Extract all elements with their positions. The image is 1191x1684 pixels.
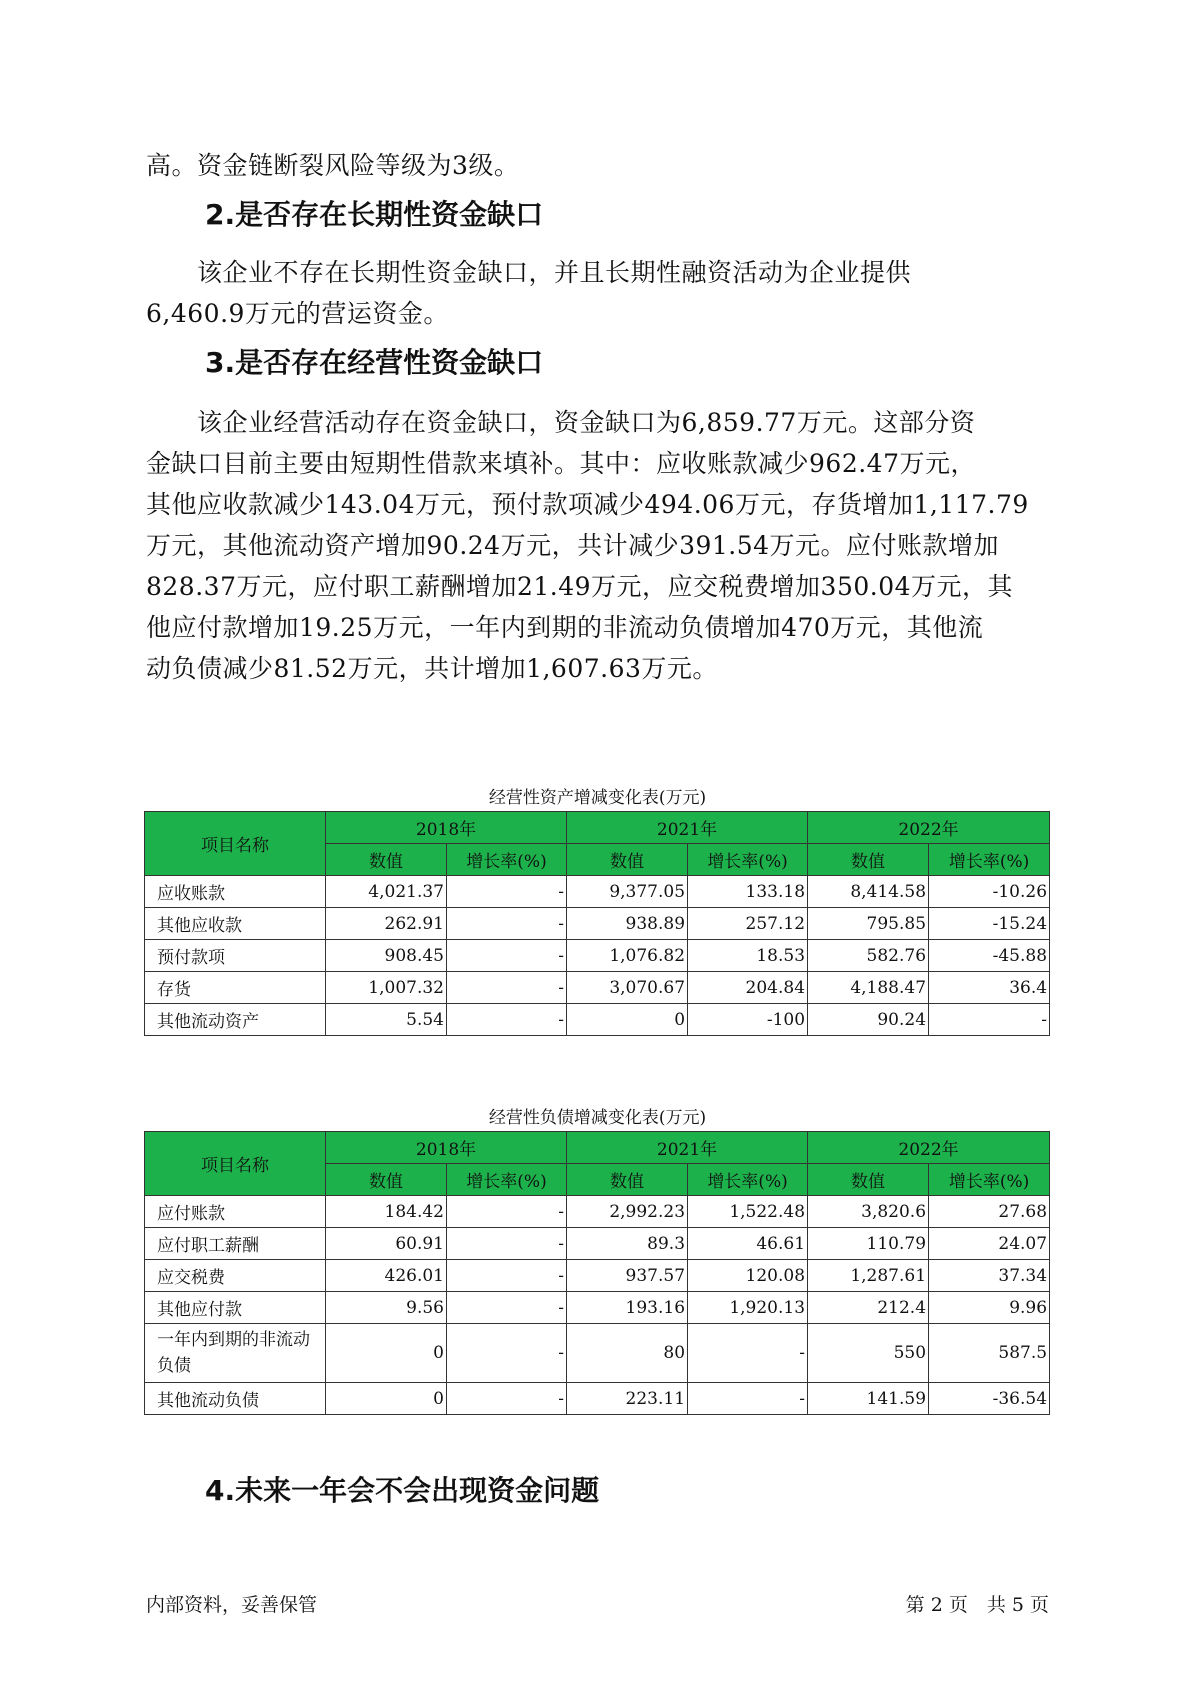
value-cell: - — [447, 1383, 567, 1415]
value-cell: - — [688, 1383, 808, 1415]
column-header-value: 数值 — [567, 1164, 688, 1196]
row-label-cell: 其他流动负债 — [145, 1383, 326, 1415]
value-cell: 9.96 — [929, 1292, 1050, 1324]
row-label-cell: 应交税费 — [145, 1260, 326, 1292]
value-cell: 938.89 — [567, 908, 688, 940]
column-header-value: 数值 — [808, 1164, 929, 1196]
row-label-cell: 其他应收款 — [145, 908, 326, 940]
column-header-value: 数值 — [567, 844, 688, 876]
value-cell: - — [447, 972, 567, 1004]
column-header-year: 2022年 — [808, 1132, 1050, 1164]
value-cell: 1,522.48 — [688, 1196, 808, 1228]
asset-table-body — [145, 876, 1050, 1036]
value-cell: - — [447, 1260, 567, 1292]
value-cell: 18.53 — [688, 940, 808, 972]
paragraph-line: 该企业不存在长期性资金缺口，并且长期性融资活动为企业提供 — [146, 258, 912, 287]
value-cell: 0 — [326, 1324, 447, 1383]
value-cell: 37.34 — [929, 1260, 1050, 1292]
paragraph-3 — [146, 402, 1046, 689]
value-cell: 1,920.13 — [688, 1292, 808, 1324]
value-cell: 1,007.32 — [326, 972, 447, 1004]
footer-page-number: 第 2 页 共 5 页 — [905, 1594, 1049, 1616]
value-cell: 46.61 — [688, 1228, 808, 1260]
value-cell: - — [447, 940, 567, 972]
column-header-growth: 增长率(%) — [447, 1164, 567, 1196]
paragraph-2 — [146, 252, 1046, 334]
table-row — [145, 1324, 1050, 1383]
row-label-cell: 其他流动资产 — [145, 1004, 326, 1036]
paragraph-line: 金缺口目前主要由短期性借款来填补。其中：应收账款减少962.47万元， — [146, 449, 976, 478]
liability-table-body — [145, 1196, 1050, 1415]
value-cell: 27.68 — [929, 1196, 1050, 1228]
value-cell: - — [447, 1228, 567, 1260]
column-header-growth: 增长率(%) — [688, 844, 808, 876]
value-cell: 120.08 — [688, 1260, 808, 1292]
value-cell: 141.59 — [808, 1383, 929, 1415]
value-cell: -10.26 — [929, 876, 1050, 908]
value-cell: 1,287.61 — [808, 1260, 929, 1292]
table-row — [145, 1196, 1050, 1228]
value-cell: 80 — [567, 1324, 688, 1383]
value-cell: 212.4 — [808, 1292, 929, 1324]
value-cell: 90.24 — [808, 1004, 929, 1036]
paragraph-line: 万元，其他流动资产增加90.24万元，共计减少391.54万元。应付账款增加 — [146, 531, 1000, 560]
table-row — [145, 1260, 1050, 1292]
value-cell: -36.54 — [929, 1383, 1050, 1415]
value-cell: -100 — [688, 1004, 808, 1036]
value-cell: 184.42 — [326, 1196, 447, 1228]
value-cell: -15.24 — [929, 908, 1050, 940]
column-header-growth: 增长率(%) — [929, 844, 1050, 876]
table-row — [145, 1383, 1050, 1415]
value-cell: 36.4 — [929, 972, 1050, 1004]
paragraph-line: 6,460.9万元的营运资金。 — [146, 299, 449, 328]
value-cell: 4,021.37 — [326, 876, 447, 908]
paragraph-line: 828.37万元，应付职工薪酬增加21.49万元，应交税费增加350.04万元，其 — [146, 572, 1014, 601]
column-header-value: 数值 — [326, 844, 447, 876]
value-cell: 587.5 — [929, 1324, 1050, 1383]
paragraph-line: 他应付款增加19.25万元，一年内到期的非流动负债增加470万元，其他流 — [146, 613, 984, 642]
asset-change-table — [144, 811, 1050, 1036]
column-header-year: 2022年 — [808, 812, 1050, 844]
value-cell: 3,070.67 — [567, 972, 688, 1004]
paragraph-line: 该企业经营活动存在资金缺口，资金缺口为6,859.77万元。这部分资 — [146, 408, 976, 437]
value-cell: 8,414.58 — [808, 876, 929, 908]
value-cell: 1,076.82 — [567, 940, 688, 972]
table-row — [145, 876, 1050, 908]
table-row — [145, 940, 1050, 972]
value-cell: 257.12 — [688, 908, 808, 940]
section-heading-3: 3.是否存在经营性资金缺口 — [205, 346, 544, 379]
value-cell: -45.88 — [929, 940, 1050, 972]
value-cell: 908.45 — [326, 940, 447, 972]
value-cell: 795.85 — [808, 908, 929, 940]
section-heading-2: 2.是否存在长期性资金缺口 — [205, 198, 544, 231]
value-cell: 60.91 — [326, 1228, 447, 1260]
table-row — [145, 972, 1050, 1004]
value-cell: 204.84 — [688, 972, 808, 1004]
column-header-value: 数值 — [808, 844, 929, 876]
row-label-cell: 一年内到期的非流动负债 — [145, 1324, 326, 1383]
value-cell: - — [447, 1004, 567, 1036]
paragraph-line: 其他应收款减少143.04万元，预付款项减少494.06万元，存货增加1,117.79 — [146, 490, 1029, 519]
asset-table-caption: 经营性资产增减变化表(万元) — [488, 788, 707, 808]
value-cell: 9,377.05 — [567, 876, 688, 908]
column-header-year: 2018年 — [326, 812, 567, 844]
value-cell: 4,188.47 — [808, 972, 929, 1004]
value-cell: 582.76 — [808, 940, 929, 972]
table-row — [145, 1228, 1050, 1260]
footer-confidential-note: 内部资料，妥善保管 — [146, 1594, 318, 1616]
table-row — [145, 908, 1050, 940]
value-cell: 223.11 — [567, 1383, 688, 1415]
liability-change-table — [144, 1131, 1050, 1415]
column-header-growth: 增长率(%) — [929, 1164, 1050, 1196]
value-cell: - — [447, 908, 567, 940]
value-cell: 550 — [808, 1324, 929, 1383]
value-cell: 89.3 — [567, 1228, 688, 1260]
value-cell: - — [447, 1292, 567, 1324]
value-cell: 193.16 — [567, 1292, 688, 1324]
intro-text: 高。资金链断裂风险等级为3级。 — [146, 151, 520, 180]
value-cell: - — [447, 1324, 567, 1383]
column-header-growth: 增长率(%) — [447, 844, 567, 876]
value-cell: 262.91 — [326, 908, 447, 940]
value-cell: - — [447, 876, 567, 908]
value-cell: - — [929, 1004, 1050, 1036]
value-cell: 0 — [567, 1004, 688, 1036]
value-cell: - — [447, 1196, 567, 1228]
row-label-cell: 其他应付款 — [145, 1292, 326, 1324]
liability-table-caption: 经营性负债增减变化表(万元) — [488, 1108, 707, 1128]
value-cell: - — [688, 1324, 808, 1383]
value-cell: 426.01 — [326, 1260, 447, 1292]
value-cell: 3,820.6 — [808, 1196, 929, 1228]
value-cell: 5.54 — [326, 1004, 447, 1036]
row-label-cell: 预付款项 — [145, 940, 326, 972]
paragraph-line: 动负债减少81.52万元，共计增加1,607.63万元。 — [146, 654, 718, 683]
value-cell: 110.79 — [808, 1228, 929, 1260]
row-label-cell: 应收账款 — [145, 876, 326, 908]
column-header-item-name: 项目名称 — [145, 1132, 326, 1196]
value-cell: 937.57 — [567, 1260, 688, 1292]
row-label-cell: 应付账款 — [145, 1196, 326, 1228]
value-cell: 9.56 — [326, 1292, 447, 1324]
column-header-year: 2018年 — [326, 1132, 567, 1164]
table-row — [145, 1292, 1050, 1324]
column-header-item-name: 项目名称 — [145, 812, 326, 876]
column-header-value: 数值 — [326, 1164, 447, 1196]
section-heading-4: 4.未来一年会不会出现资金问题 — [205, 1474, 600, 1507]
table-row — [145, 1004, 1050, 1036]
column-header-year: 2021年 — [567, 812, 808, 844]
value-cell: 2,992.23 — [567, 1196, 688, 1228]
value-cell: 0 — [326, 1383, 447, 1415]
row-label-cell: 存货 — [145, 972, 326, 1004]
column-header-growth: 增长率(%) — [688, 1164, 808, 1196]
row-label-cell: 应付职工薪酬 — [145, 1228, 326, 1260]
intro-line — [146, 145, 1046, 186]
value-cell: 133.18 — [688, 876, 808, 908]
column-header-year: 2021年 — [567, 1132, 808, 1164]
value-cell: 24.07 — [929, 1228, 1050, 1260]
